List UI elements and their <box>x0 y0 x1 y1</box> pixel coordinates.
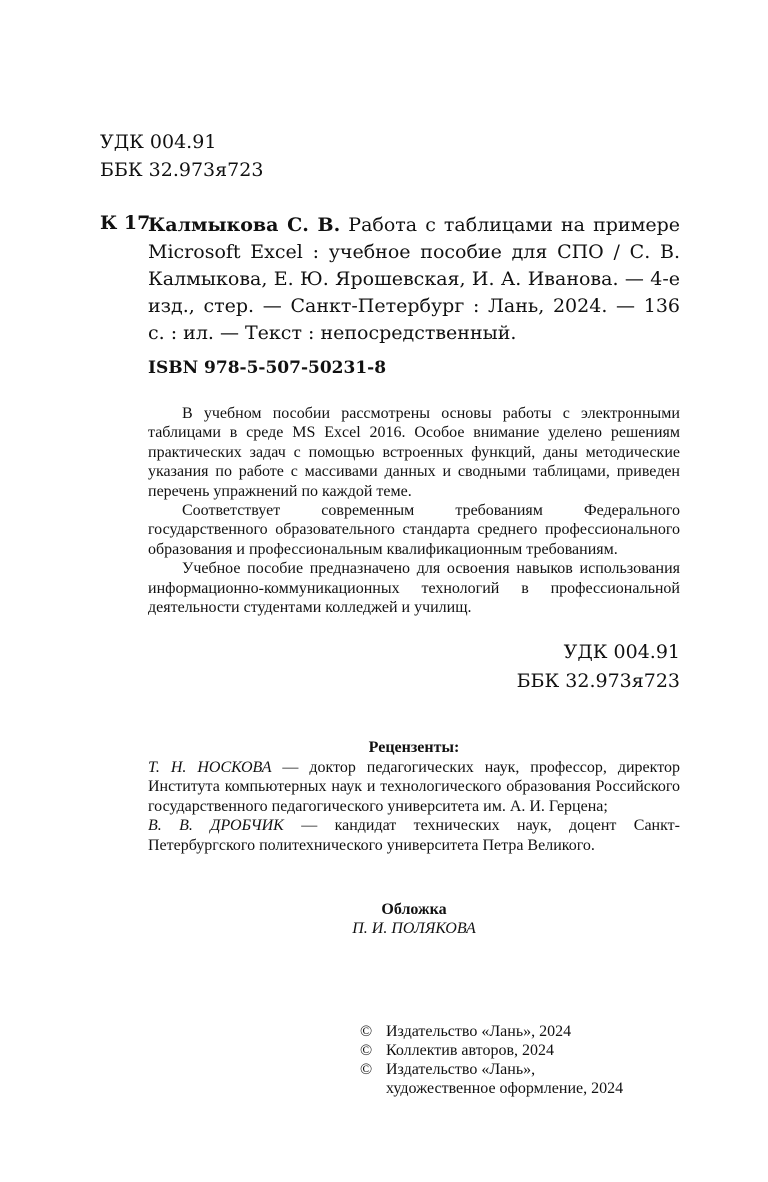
annotation-paragraph: Учебное пособие предназначено для освоения навыков использования информационно-коммуникационных технологий в профессиональной деятельности студентами колледжей и училищ. <box>148 560 680 617</box>
author-name: Калмыкова С. В. <box>148 214 341 236</box>
reviewers-block <box>148 738 680 856</box>
bibliographic-record <box>148 212 680 347</box>
reviewer-description: — кандидат технических наук, доцент Санкт-Петербургского политехнического университета Петра Великого. <box>148 817 680 854</box>
bibliographic-text: Работа с таблицами на примере Microsoft Excel : учебное пособие для СПО / С. В. Калмыкова, Е. Ю. Ярошевская, И. А. Иванова. — 4-е изд., стер. — Санкт-Петербург : Лань, 2024. — 136 с. : ил. — Текст : непосредственный. <box>148 214 680 344</box>
reviewer-name: Т. Н. НОСКОВА <box>148 758 272 776</box>
udk-code: УДК 004.91 <box>563 641 680 663</box>
bbk-code: ББК 32.973я723 <box>100 159 264 181</box>
reviewer-entry <box>148 758 680 817</box>
author-sign: К 17 <box>100 212 151 234</box>
udk-block-right <box>517 638 680 696</box>
copyright-line: © Издательство «Лань», <box>360 1061 536 1078</box>
cover-credit <box>148 900 680 938</box>
cover-designer: П. И. ПОЛЯКОВА <box>352 920 476 937</box>
copyright-continuation: художественное оформление, 2024 <box>386 1080 624 1097</box>
udk-block-top <box>100 128 263 184</box>
copyright-symbol: © <box>360 1042 373 1059</box>
copyright-symbol: © <box>360 1061 373 1078</box>
reviewer-name: В. В. ДРОБЧИК <box>148 817 284 835</box>
copyright-block <box>360 1022 623 1098</box>
annotation-paragraph: В учебном пособии рассмотрены основы работы с электронными таблицами в среде MS Excel 2016. Особое внимание уделено решениям практических задач с помощью встроенных функций, даны методические указания по работе с массивами данных и сводными таблицами, приведен перечень упражнений по каждой теме. <box>148 405 680 500</box>
copyright-symbol: © <box>360 1023 373 1040</box>
isbn: ISBN 978-5-507-50231-8 <box>148 358 387 378</box>
copyright-line: © Коллектив авторов, 2024 <box>360 1042 554 1059</box>
copyright-line: © Издательство «Лань», 2024 <box>360 1023 572 1040</box>
bbk-code: ББК 32.973я723 <box>516 670 680 692</box>
reviewer-entry <box>148 816 680 855</box>
reviewer-description: — доктор педагогических наук, профессор, директор Института компьютерных наук и технологического образования Российского государственного педагогического университета им. А. И. Герцена; <box>148 758 681 815</box>
udk-code: УДК 004.91 <box>100 131 217 153</box>
cover-label: Обложка <box>381 901 447 918</box>
reviewers-heading: Рецензенты: <box>368 739 460 756</box>
annotation-paragraph: Соответствует современным требованиям Федерального государственного образовательного стандарта среднего профессионального образования и профессиональным квалификационным требованиям. <box>148 502 680 558</box>
annotation <box>148 404 680 617</box>
